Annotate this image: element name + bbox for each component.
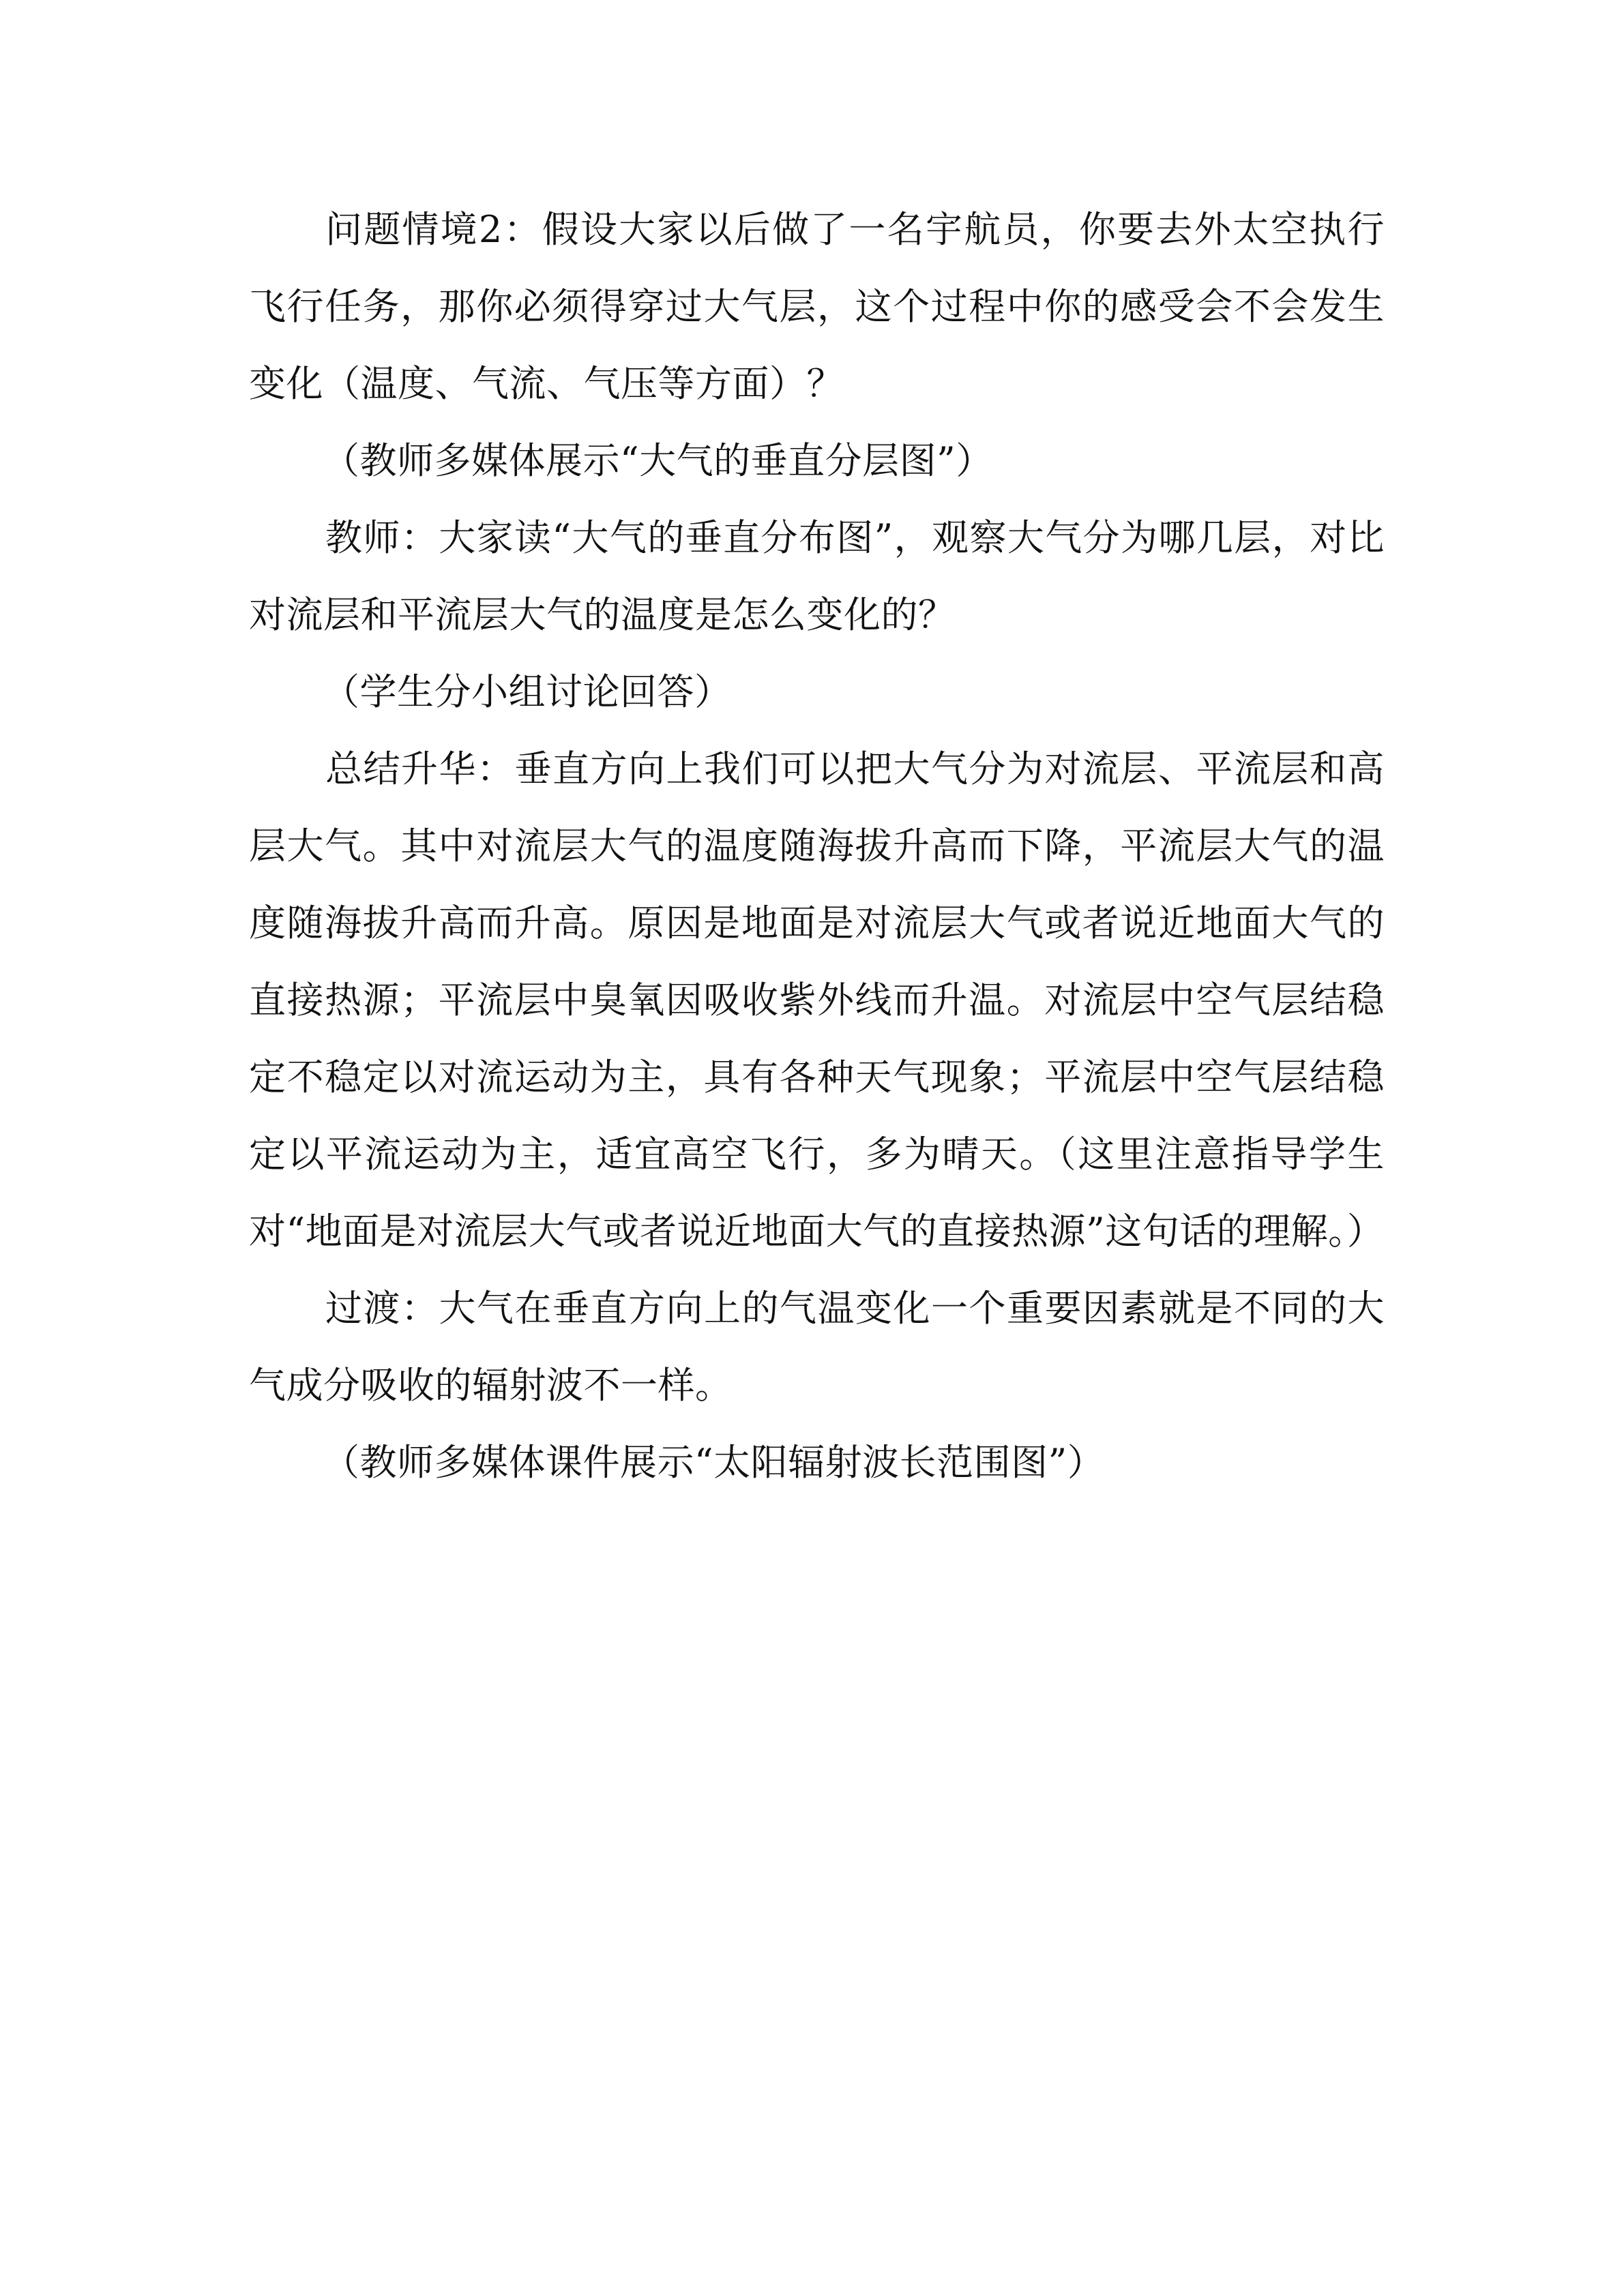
paragraph-student-discussion: （学生分小组讨论回答） bbox=[323, 670, 732, 713]
paragraph-problem-scenario: 问题情境2：假设大家以后做了一名宇航员，你要去外太空执行飞行任务，那你必须得穿过大气层，这个过程中你的感受会不会发生变化（温度、气流、气压等方面）？ bbox=[249, 208, 1385, 405]
paragraph-summary: 总结升华：垂直方向上我们可以把大气分为对流层、平流层和高层大气。其中对流层大气的温度随海拔升高而下降，平流层大气的温度随海拔升高而升高。原因是地面是对流层大气或者说近地面大气的直接热源；平流层中臭氧因吸收紫外线而升温。对流层中空气层结稳定不稳定以对流运动为主，具有各种天气现象；平流层中空气层结稳定以平流运动为主，适宜高空飞行，多为晴天。（这里注意指导学生对“地面是对流层大气或者说近地面大气的直接热源”这句话的理解。） bbox=[249, 747, 1385, 1253]
paragraph-teacher-shows-layer-chart: （教师多媒体展示“大气的垂直分层图”） bbox=[323, 439, 993, 482]
paragraph-transition: 过渡：大气在垂直方向上的气温变化一个重要因素就是不同的大气成分吸收的辐射波不一样。 bbox=[249, 1287, 1385, 1407]
paragraph-teacher-shows-radiation-chart: （教师多媒体课件展示“太阳辐射波长范围图”） bbox=[323, 1441, 1105, 1484]
paragraph-teacher-question: 教师：大家读“大气的垂直分布图”，观察大气分为哪几层，对比对流层和平流层大气的温度是怎么变化的？ bbox=[249, 516, 1385, 636]
document-page bbox=[249, 191, 1385, 2203]
